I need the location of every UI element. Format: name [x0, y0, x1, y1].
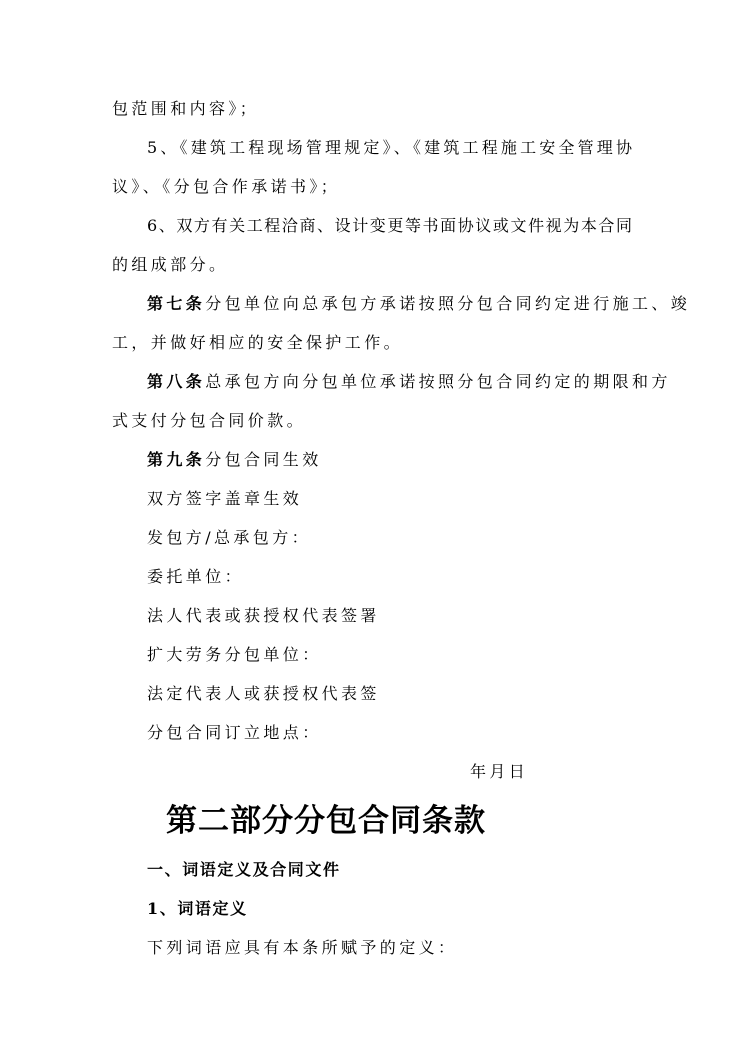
date-line: 年月日 [470, 762, 529, 781]
definition-intro: 下列词语应具有本条所赋予的定义： [147, 938, 458, 957]
article-7-continuation: 工，并做好相应的安全保护工作。 [112, 333, 404, 352]
subsection-1-heading: 1、词语定义 [147, 899, 248, 918]
signature-line: 发包方/总承包方： [147, 528, 311, 547]
article-9-line [147, 450, 322, 470]
signature-line: 扩大劳务分包单位： [147, 645, 322, 664]
signature-line: 法定代表人或获授权代表签 [147, 684, 380, 703]
paragraph-line: 5、《建筑工程现场管理规定》、《建筑工程施工安全管理协 [147, 138, 632, 157]
article-7-text: 分包单位向总承包方承诺按照分包合同约定进行施工、竣 [205, 294, 691, 313]
signature-line: 委托单位： [147, 567, 245, 586]
article-7-title: 第七条 [147, 294, 206, 313]
paragraph-line: 的组成部分。 [112, 255, 229, 274]
paragraph-line: 6、双方有关工程洽商、设计变更等书面协议或文件视为本合同 [147, 216, 632, 235]
signature-line: 法人代表或获授权代表签署 [147, 606, 380, 625]
section-1-heading: 一、词语定义及合同文件 [147, 860, 341, 879]
paragraph-line: 议》、《分包合作承诺书》； [112, 177, 341, 196]
part-2-heading: 第二部分分包合同条款 [166, 803, 486, 839]
article-9-title: 第九条 [147, 450, 206, 469]
signature-line: 分包合同订立地点： [147, 723, 322, 742]
signature-line: 双方签字盖章生效 [147, 489, 303, 508]
article-8-line [147, 372, 671, 392]
article-8-text: 总承包方向分包单位承诺按照分包合同约定的期限和方 [205, 372, 671, 391]
article-9-text: 分包合同生效 [205, 450, 322, 469]
article-8-title: 第八条 [147, 372, 206, 391]
article-8-continuation: 式支付分包合同价款。 [112, 411, 307, 430]
paragraph-line: 包范围和内容》； [112, 99, 260, 118]
article-7-line [147, 294, 690, 314]
